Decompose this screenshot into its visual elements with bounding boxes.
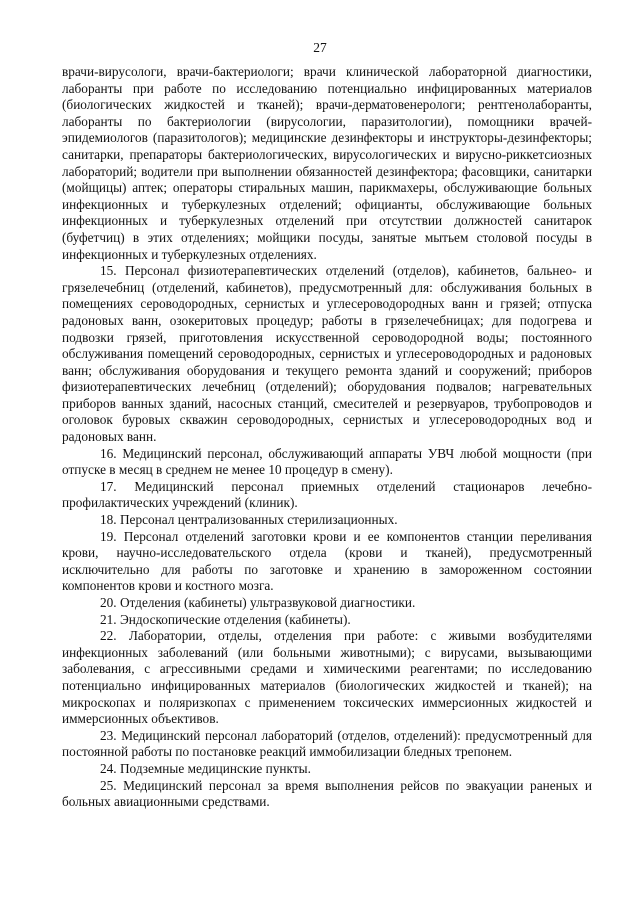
paragraph-item-24: 24. Подземные медицинские пункты. (100, 760, 311, 776)
paragraph-item-15: 15. Персонал физиотерапевтических отделений (отделов), кабинетов, бальнео- и грязелечебниц (отделений, кабинетов), предусмотренный для: обслуживания больных в помещениях сероводородных, сернистых и углесероводородных ванн и грязей; отпуска радоновых ванн, озокеритовых процедур; работы в грязелечебницах; для подогрева и подвозки грязей, приготовления искусственной сероводородной воды; постоянного обслуживания помещений сероводородных, сернистых и углесероводородных и радоновых ванн; обслуживания оборудования и текущего ремонта зданий и сооружений; приборов физиотерапевтических лечебниц (отделений); оборудования подвалов; нагревательных приборов ванных зданий, насосных станций, смесителей и резервуаров, трубопроводов и оголовок буровых скважин сероводородных, сернистых и углесероводородных вод и радоновых ванн. (62, 263, 592, 445)
paragraph-item-22: 22. Лаборатории, отделы, отделения при работе: с живыми возбудителями инфекционных заболеваний (или больными животными); с вирусами, вызывающими заболевания, с агрессивными средами и химическими реагентами; по исследованию потенциально инфицированных материалов (биологических жидкостей и тканей); на микроскопах и поляризкопах с применением токсических иммерсионных жидкостей и иммерсионных объективов. (62, 628, 592, 727)
paragraph-item-25: 25. Медицинский персонал за время выполнения рейсов по эвакуации раненых и больных авиационными средствами. (62, 777, 592, 810)
paragraph-item-19: 19. Персонал отделений заготовки крови и ее компонентов станции переливания крови, научно-исследовательского отдела (крови и тканей), предусмотренный исключительно для работы по заготовке и хранению в замороженном состоянии компонентов крови и костного мозга. (62, 528, 592, 594)
paragraph-item-16: 16. Медицинский персонал, обслуживающий аппараты УВЧ любой мощности (при отпуске в месяц в среднем не менее 10 процедур в смену). (62, 445, 592, 478)
paragraph-item-21: 21. Эндоскопические отделения (кабинеты). (100, 611, 351, 627)
page-number: 27 (313, 40, 327, 55)
paragraph-item-23: 23. Медицинский персонал лабораторий (отделов, отделений): предусмотренный для постоянной работы по постановке реакций иммобилизации бледных трепонем. (62, 727, 592, 760)
paragraph-continuation: врачи-вирусологи, врачи-бактериологи; врачи клинической лабораторной диагностики, лаборанты при работе по исследованию потенциально инфицированных материалов (биологических жидкостей и тканей); врачи-дерматовенерологи; рентгенолаборанты, лаборанты по бактериологии (вирусологии, паразитологии), помощники врачей-эпидемиологов (паразитологов); медицинские дезинфекторы и инструкторы-дезинфекторы; санитарки, препараторы бактериологических, вирусологических и вирусно-риккетсиозных лабораторий; водители при выполнении обязанностей дезинфектора; фасовщики, санитарки (мойщицы) аптек; операторы стиральных машин, парикмахеры, обслуживающие больных инфекционных и туберкулезных отделений; официанты, обслуживающие больных инфекционных и туберкулезных отделений при отсутствии должностей санитарок (буфетчиц) в этих отделениях; мойщики посуды, занятые мытьем столовой посуды в инфекционных и туберкулезных отделениях. (62, 64, 592, 262)
paragraph-item-20: 20. Отделения (кабинеты) ультразвуковой диагностики. (100, 595, 416, 610)
paragraph-item-17: 17. Медицинский персонал приемных отделений стационаров лечебно-профилактических учреждений (клиник). (62, 478, 592, 511)
body-text (62, 64, 592, 811)
paragraph-item-18: 18. Персонал централизованных стерилизационных. (100, 512, 398, 528)
